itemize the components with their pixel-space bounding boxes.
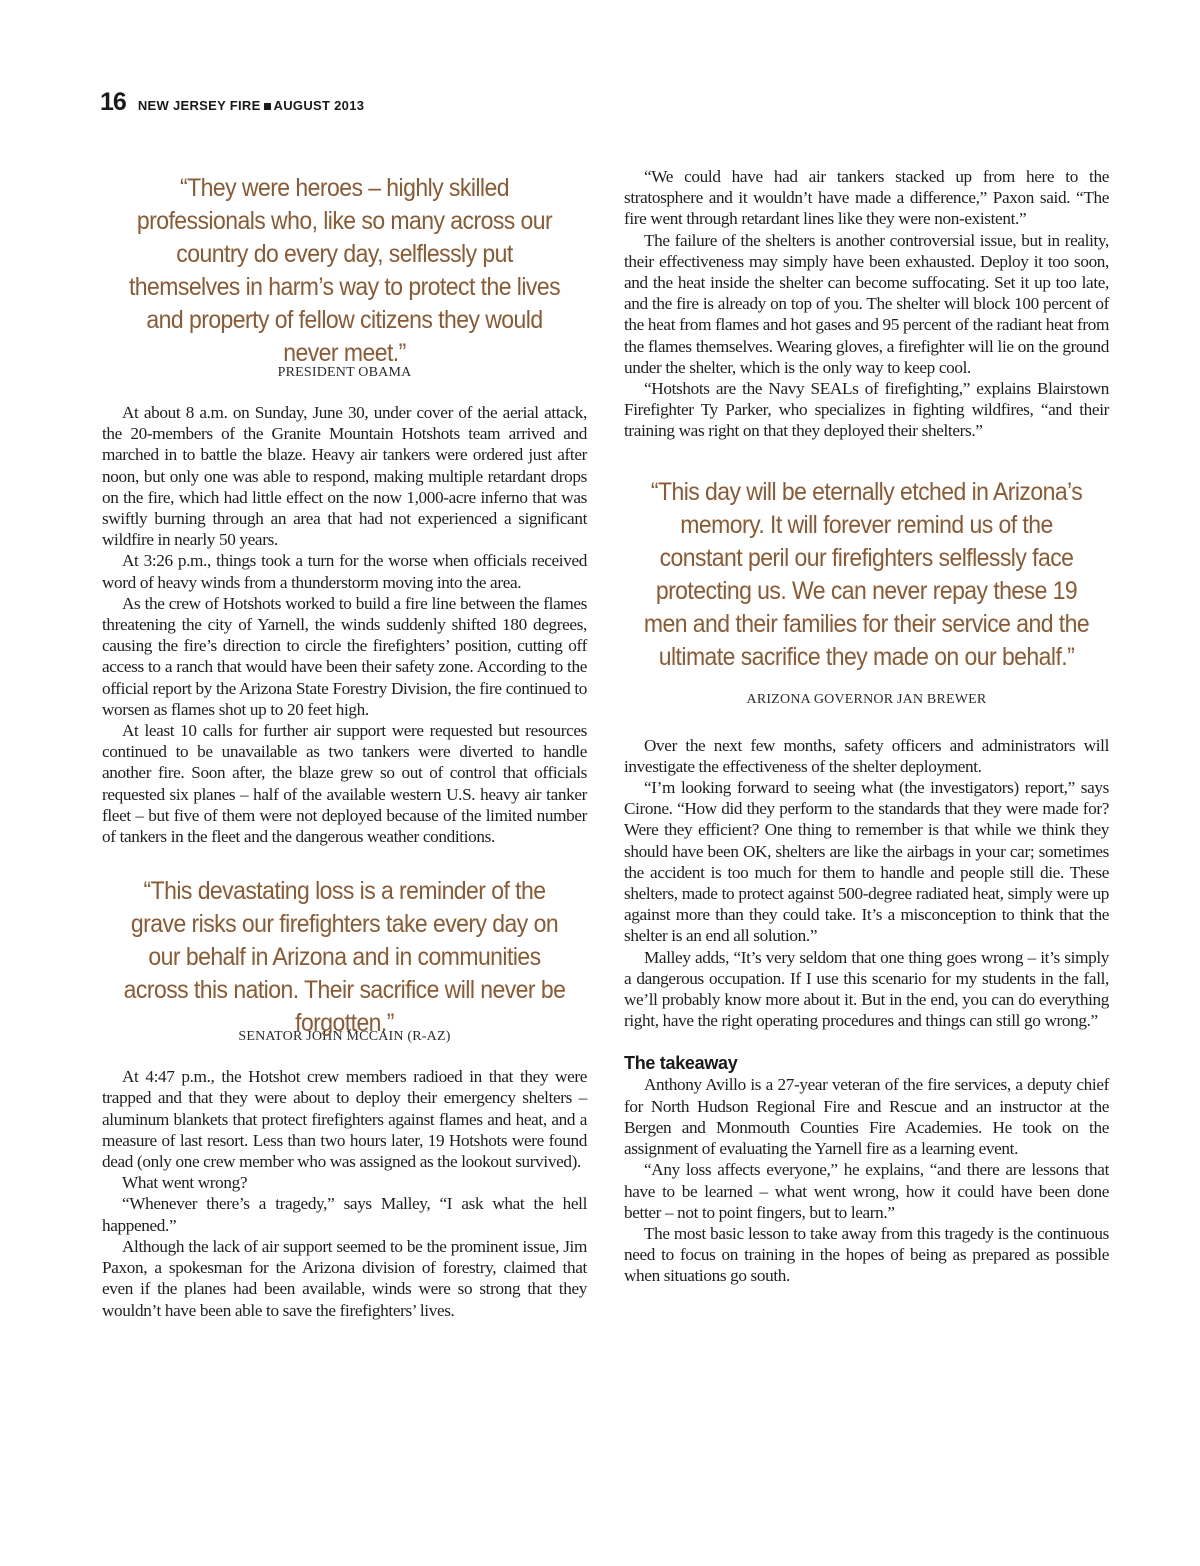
body-paragraph: At 4:47 p.m., the Hotshot crew members radioed in that they were trapped and that they were about to deploy their emergency shelters – aluminum blankets that protect firefighters against flames and heat, and a measure of last resort. Less than two hours later, 19 Hotshots were found dead (only one crew member who was assigned as the lookout survived). [102, 1067, 587, 1172]
body-paragraph: “I’m looking forward to seeing what (the investigators) report,” says Cirone. “How did they perform to the standards that they were made for? Were they efficient? One thing to remember is that while we think they should have been OK, shelters are like the airbags in your car; sometimes the accident is too much for them to handle and people still die. These shelters, made to protect against 500-degree radiated heat, simply were up against more than they could take. It’s a misconception to think that the shelter is an end all solution.” [624, 778, 1109, 946]
separator-square-icon [264, 103, 271, 110]
body-paragraph: “We could have had air tankers stacked up from here to the stratosphere and it wouldn’t have made a difference,” Paxon said. “The fire went through retardant lines like they were non-existent.” [624, 167, 1109, 229]
body-paragraph: At about 8 a.m. on Sunday, June 30, under cover of the aerial attack, the 20-members of the Granite Mountain Hotshots team arrived and marched in to battle the blaze. Heavy air tankers were ordered just after noon, but only one was able to respond, making multiple retardant drops on the fire, which had little effect on the now 1,000-acre inferno that was swiftly burning through an area that had not experienced a significant wildfire in nearly 50 years. [102, 403, 587, 550]
body-paragraph: “Hotshots are the Navy SEALs of firefighting,” explains Blairstown Firefighter Ty Parker, who specializes in fighting wildfires, “and their training was right on that they deployed their shelters.” [624, 379, 1109, 441]
body-paragraph: The failure of the shelters is another controversial issue, but in reality, their effectiveness may simply have been exhausted. Deploy it too soon, and the heat inside the shelter can become suffocating. Set it up too late, and the fire is already on top of you. The shelter will block 100 percent of the heat from flames and hot gases and 95 percent of the radiant heat from the flames themselves. Wearing gloves, a firefighter will lie on the ground under the shelter, which is the only way to keep cool. [624, 230, 1109, 377]
issue-date: AUGUST 2013 [273, 98, 365, 113]
pull-quote-obama: “They were heroes – highly skilled professionals who, like so many across our country do every day, selflessly put themselves in harm’s way to protect the lives and property of fellow citizens they would never meet.” [128, 174, 561, 367]
quote-attribution-mccain: SENATOR JOHN MCCAIN (R-AZ) [238, 1029, 451, 1045]
body-paragraph: At least 10 calls for further air support were requested but resources continued to be unavailable as two tankers were diverted to handle another fire. Soon after, the blaze grew so out of control that officials requested six planes – half of the available western U.S. heavy air tanker fleet – but five of them were not deployed because of the limited number of tankers in the fleet and the dangerous weather conditions. [102, 721, 587, 847]
left-column [102, 172, 587, 1321]
body-paragraph: Anthony Avillo is a 27-year veteran of the fire services, a deputy chief for North Hudson Regional Fire and Rescue and an instructor at the Bergen and Monmouth Counties Fire Academies. He took on the assignment of evaluating the Yarnell fire as a learning event. [624, 1075, 1109, 1159]
body-paragraph: Although the lack of air support seemed to be the prominent issue, Jim Paxon, a spokesman for the Arizona division of forestry, claimed that even if the planes had been available, winds were so strong that they wouldn’t have been able to save the firefighters’ lives. [102, 1236, 587, 1320]
body-paragraph: Malley adds, “It’s very seldom that one thing goes wrong – it’s simply a dangerous occupation. If I use this scenario for my students in the fall, we’ll probably know more about it. But in the end, you can do everything right, have the right operating procedures and things can still go wrong.” [624, 947, 1109, 1031]
pull-quote-mccain: “This devastating loss is a reminder of the grave risks our firefighters take every day on our behalf in Arizona and in communities across this nation. Their sacrifice will never be forgotten.” [123, 877, 566, 1038]
body-paragraph: As the crew of Hotshots worked to build a fire line between the flames threatening the city of Yarnell, the winds suddenly shifted 180 degrees, causing the fire’s direction to circle the firefighters’ position, cutting off access to a ranch that would have been their safety zone. According to the official report by the Arizona State Forestry Division, the fire continued to worsen as flames shot up to 20 feet high. [102, 593, 587, 719]
body-paragraph: What went wrong? [122, 1173, 248, 1193]
body-paragraph: “Any loss affects everyone,” he explains, “and there are lessons that have to be learned – what went wrong, how it could have been done better – not to point fingers, but to learn.” [624, 1160, 1109, 1222]
body-paragraph: “Whenever there’s a tragedy,” says Malley, “I ask what the hell happened.” [102, 1194, 587, 1235]
quote-attribution-brewer: ARIZONA GOVERNOR JAN BREWER [746, 691, 987, 707]
page-header [100, 88, 364, 118]
body-paragraph: The most basic lesson to take away from this tragedy is the continuous need to focus on training in the hopes of being as prepared as possible when situations go south. [624, 1223, 1109, 1286]
body-paragraph: Over the next few months, safety officers and administrators will investigate the effectiveness of the shelter deployment. [624, 735, 1109, 776]
quote-attribution-obama: PRESIDENT OBAMA [277, 365, 412, 380]
publication-name: NEW JERSEY FIRE [137, 98, 261, 113]
page-number: 16 [100, 88, 126, 116]
section-subheading: The takeaway [624, 1053, 738, 1074]
pull-quote-brewer: “This day will be eternally etched in Arizona’s memory. It will forever remind us of the constant peril our firefighters selflessly face protecting us. We can never repay these 19 men and their families for their service and the ultimate sacrifice they made on our behalf.” [643, 477, 1090, 671]
right-column [624, 166, 1109, 1287]
body-paragraph: At 3:26 p.m., things took a turn for the worse when officials received word of heavy winds from a thunderstorm moving into the area. [102, 551, 587, 592]
